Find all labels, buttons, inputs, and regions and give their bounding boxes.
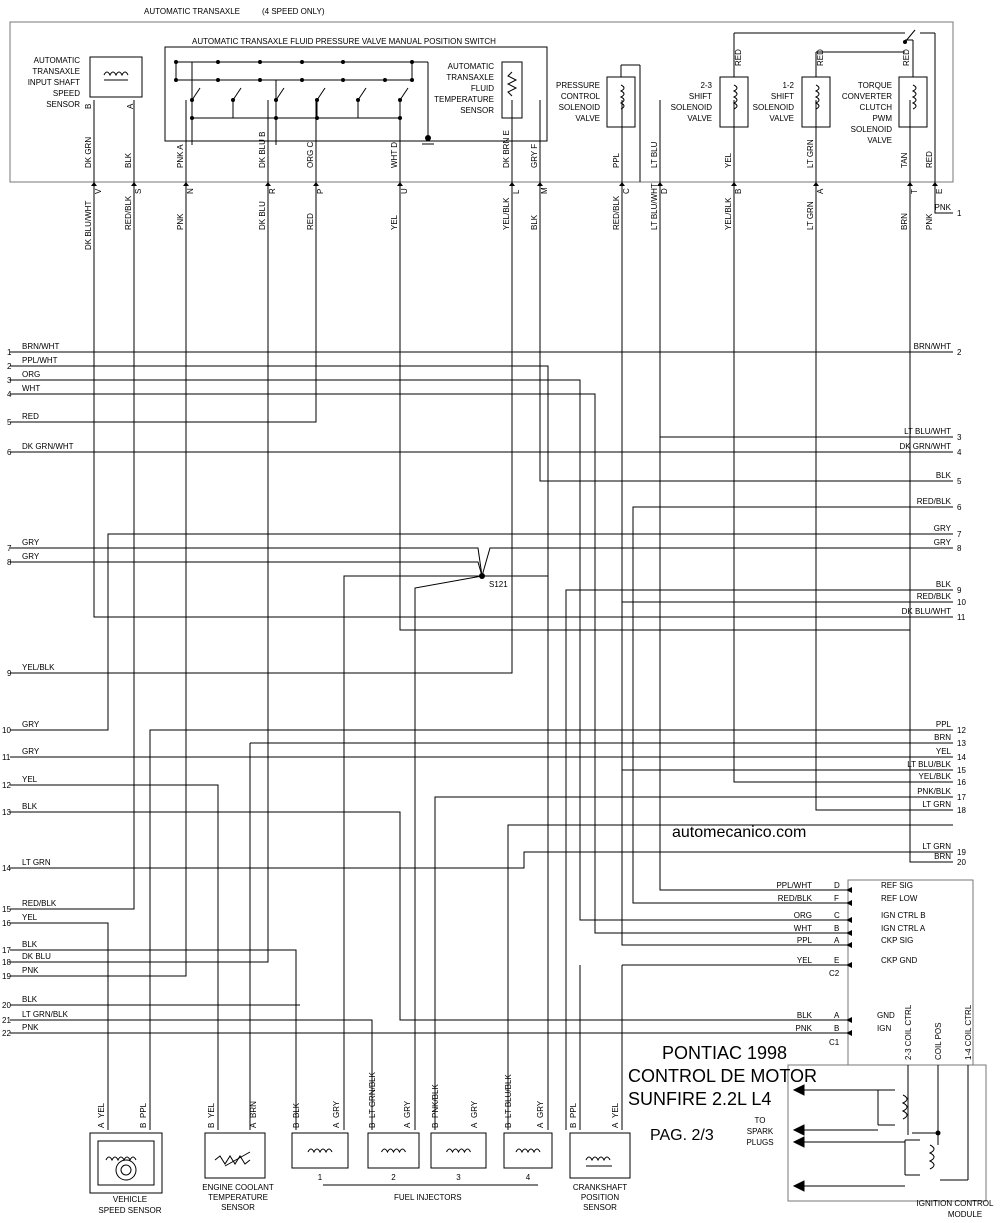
- module-pin-arrow: [846, 1017, 852, 1023]
- right-wire-label: RED/BLK: [916, 592, 951, 601]
- connector-c1: C1: [829, 1038, 840, 1047]
- left-wire-label: GRY: [22, 747, 40, 756]
- fuel-injector: [292, 1133, 348, 1168]
- module-pin-arrow: [846, 917, 852, 923]
- left-wire-number: 10: [2, 726, 11, 735]
- svg-text:PONTIAC 1998: PONTIAC 1998: [662, 1043, 788, 1063]
- left-wire-number: 19: [2, 972, 11, 981]
- module-pin-letter: B: [834, 924, 840, 933]
- splice-s121: [479, 573, 485, 579]
- right-wire-number: 2: [957, 348, 962, 357]
- left-wire-label: PPL/WHT: [22, 356, 58, 365]
- svg-text:PPL: PPL: [139, 1102, 148, 1118]
- left-wire-number: 16: [2, 919, 11, 928]
- module-pin-letter: B: [834, 1024, 840, 1033]
- svg-text:SHIFT: SHIFT: [688, 92, 712, 101]
- input-sensor-pin-b: B: [84, 103, 93, 109]
- right-wire-label: DK BLU/WHT: [901, 607, 951, 616]
- trans-pin-letter: M: [540, 187, 549, 194]
- left-wire-label: YEL/BLK: [22, 663, 55, 672]
- svg-text:VALVE: VALVE: [575, 114, 600, 123]
- left-wire-number: 3: [7, 376, 12, 385]
- module-wire-label: WHT: [793, 924, 812, 933]
- trans-bottom-wire-label: YEL: [390, 214, 399, 230]
- module-pin-letter: F: [834, 894, 839, 903]
- pressure-switch-dots: [174, 60, 431, 141]
- right-wire-label: LT GRN: [922, 842, 951, 851]
- diagram-title: AUTOMATIC TRANSAXLE: [144, 7, 241, 16]
- svg-text:A: A: [611, 1122, 620, 1128]
- svg-text:CLUTCH: CLUTCH: [859, 103, 892, 112]
- svg-text:TRANSAXLE: TRANSAXLE: [32, 67, 80, 76]
- module-pin-function: REF LOW: [881, 894, 918, 903]
- right-wire-number: 15: [957, 766, 966, 775]
- svg-text:INPUT SHAFT: INPUT SHAFT: [27, 78, 80, 87]
- svg-text:SOLENOID: SOLENOID: [850, 125, 892, 134]
- vss-pins: [97, 1102, 148, 1128]
- ckp-pins: [569, 1102, 620, 1128]
- svg-text:SHIFT: SHIFT: [770, 92, 794, 101]
- module-wire-label: PPL: [796, 936, 812, 945]
- module-pin-function: CKP GND: [881, 956, 918, 965]
- red-feed-tcc: RED: [902, 49, 911, 66]
- svg-text:TEMPERATURE: TEMPERATURE: [208, 1193, 268, 1202]
- trans-top-wire-label: RED: [925, 151, 934, 168]
- svg-text:POSITION: POSITION: [580, 1193, 620, 1202]
- trans-bottom-wire-label: PNK: [925, 213, 934, 230]
- injector-wire-b: BLK: [292, 1102, 301, 1118]
- tcc-pwm-solenoid: [899, 77, 927, 127]
- trans-bottom-wire-label: DK BLU: [258, 201, 267, 230]
- trans-pin-letter: N: [186, 188, 195, 194]
- vss-label: [98, 1195, 161, 1215]
- right-wire-number: 20: [957, 858, 966, 867]
- svg-text:SOLENOID: SOLENOID: [558, 103, 600, 112]
- svg-text:SOLENOID: SOLENOID: [752, 103, 794, 112]
- right-wire-number: 7: [957, 530, 962, 539]
- right-wire-label: BRN/WHT: [913, 342, 951, 351]
- svg-text:PLUGS: PLUGS: [746, 1138, 774, 1147]
- right-wire-label: BLK: [935, 580, 951, 589]
- left-wire-number: 17: [2, 946, 11, 955]
- injector-pin-a: A: [470, 1122, 479, 1128]
- svg-text:B: B: [207, 1122, 216, 1128]
- right-wire-label: YEL/BLK: [918, 772, 951, 781]
- trans-pin-letter: D: [660, 188, 669, 194]
- svg-text:VALVE: VALVE: [769, 114, 794, 123]
- trans-bottom-wire-label: BLK: [530, 214, 539, 230]
- svg-text:A: A: [249, 1122, 258, 1128]
- input-sensor-pin-a: A: [126, 103, 135, 109]
- svg-text:SOLENOID: SOLENOID: [670, 103, 712, 112]
- left-wire-label: PNK: [22, 1023, 39, 1032]
- right-wire-number: 14: [957, 753, 966, 762]
- module-wire-label: RED/BLK: [777, 894, 812, 903]
- left-wire-label: WHT: [22, 384, 41, 393]
- coil-pos: COIL POS: [934, 1022, 943, 1060]
- left-wire-label: DK GRN/WHT: [22, 442, 74, 451]
- svg-text:PWM: PWM: [872, 114, 892, 123]
- trans-bottom-wire-label: RED: [306, 213, 315, 230]
- right-wire-label: PPL: [935, 720, 951, 729]
- trans-bottom-wire-label: YEL/BLK: [724, 197, 733, 230]
- module-wire-label: ORG: [793, 911, 812, 920]
- trans-bottom-wire-label: YEL/BLK: [502, 197, 511, 230]
- ckp-sensor: [570, 1133, 630, 1178]
- right-wire-number: 9: [957, 586, 962, 595]
- svg-text:SPEED: SPEED: [52, 89, 80, 98]
- left-wire-number: 5: [7, 418, 12, 427]
- trans-pin-letter: T: [910, 189, 919, 194]
- trans-top-wire-label: YEL: [724, 152, 733, 168]
- left-wire-label: BLK: [22, 995, 38, 1004]
- right-wire-number: 16: [957, 778, 966, 787]
- right-wire-number: 12: [957, 726, 966, 735]
- trans-bottom-wire-label: LT BLU/WHT: [650, 183, 659, 230]
- left-wire-number: 1: [7, 348, 12, 357]
- trans-pin-letter: S: [134, 188, 143, 194]
- svg-text:IGNITION CONTROL: IGNITION CONTROL: [916, 1199, 994, 1208]
- svg-text:YEL: YEL: [207, 1102, 216, 1118]
- module-wire-label: YEL: [796, 956, 812, 965]
- left-wire-label: RED/BLK: [22, 899, 57, 908]
- left-wire-labels: [2, 342, 74, 1038]
- trans-pin-letter: C: [622, 188, 631, 194]
- injector-number: 3: [456, 1173, 461, 1182]
- red-feed-23: RED: [734, 49, 743, 66]
- svg-text:BRN: BRN: [249, 1101, 258, 1118]
- svg-text:SENSOR: SENSOR: [46, 100, 80, 109]
- input-sensor-coil-icon: [104, 72, 128, 75]
- svg-text:ENGINE COOLANT: ENGINE COOLANT: [202, 1183, 274, 1192]
- injector-wire-a: GRY: [470, 1100, 479, 1118]
- trans-top-wire-label: LT BLU: [650, 141, 659, 168]
- right-wire-number: 18: [957, 806, 966, 815]
- diagram-subtitle: (4 SPEED ONLY): [262, 7, 325, 16]
- module-pin-function: REF SIG: [881, 881, 914, 890]
- trans-top-wire-label: BLK: [124, 152, 133, 168]
- left-wire-number: 7: [7, 544, 12, 553]
- left-wire-number: 22: [2, 1029, 11, 1038]
- left-wire-number: 8: [7, 558, 12, 567]
- module-pin-function: IGN CTRL B: [881, 911, 926, 920]
- right-wire-number: 17: [957, 793, 966, 802]
- right-wire-number: 11: [957, 613, 966, 622]
- trans-top-wire-label: DK BRN E: [502, 130, 511, 168]
- svg-text:CONTROL DE MOTOR: CONTROL DE MOTOR: [628, 1066, 818, 1086]
- right-wire-number: 19: [957, 848, 966, 857]
- splice-label: S121: [489, 580, 508, 589]
- left-wire-number: 6: [7, 448, 12, 457]
- injector-pin-a: A: [403, 1122, 412, 1128]
- shift-12-label: [753, 81, 795, 123]
- injector-number: 2: [391, 1173, 396, 1182]
- fuel-injector: [368, 1133, 419, 1168]
- left-wire-number: 18: [2, 958, 11, 967]
- left-wire-label: YEL: [22, 913, 38, 922]
- trans-top-wire-label: LT GRN: [806, 139, 815, 168]
- injector-pin-b: B: [504, 1122, 513, 1128]
- injector-pin-b: B: [292, 1122, 301, 1128]
- right-wire-label: BRN: [934, 852, 951, 861]
- ignition-module-lower-box: [788, 1065, 986, 1201]
- injector-wire-a: GRY: [536, 1100, 545, 1118]
- ckp-label: [573, 1183, 627, 1212]
- to-spark-plugs-label: [746, 1116, 773, 1147]
- module-pin-arrow: [846, 1030, 852, 1036]
- trans-pin-letter: L: [512, 189, 521, 194]
- trans-bottom-wire-label: PNK: [176, 213, 185, 230]
- right-wire-number: 4: [957, 448, 962, 457]
- svg-text:SENSOR: SENSOR: [460, 106, 494, 115]
- coil-ctrl-23: 2-3 COIL CTRL: [904, 1004, 913, 1060]
- svg-text:TRANSAXLE: TRANSAXLE: [446, 73, 494, 82]
- trans-top-wire-label: WHT D: [390, 141, 399, 168]
- svg-text:VALVE: VALVE: [687, 114, 712, 123]
- trans-pin-letter: V: [94, 188, 103, 194]
- injector-coil-icon: [308, 1149, 332, 1152]
- ect-sensor: [205, 1133, 265, 1178]
- module-pin-function: CKP SIG: [881, 936, 914, 945]
- module-pin-letter: A: [834, 936, 840, 945]
- trans-top-wire-label: TAN: [900, 152, 909, 168]
- right-wire-number: 8: [957, 544, 962, 553]
- left-wire-label: ORG: [22, 370, 41, 379]
- pressure-switch-contacts: [176, 62, 428, 145]
- left-wire-number: 15: [2, 905, 11, 914]
- injector-coil-icon: [447, 1149, 471, 1152]
- right-wire-number: 1: [957, 209, 962, 218]
- left-wire-label: RED: [22, 412, 39, 421]
- injector-pin-a: A: [332, 1122, 341, 1128]
- right-wire-label: PNK: [934, 203, 951, 212]
- svg-text:AUTOMATIC: AUTOMATIC: [33, 56, 80, 65]
- svg-text:TORQUE: TORQUE: [857, 81, 892, 90]
- left-wire-number: 13: [2, 808, 11, 817]
- left-wire-number: 21: [2, 1016, 11, 1025]
- svg-text:B: B: [139, 1122, 148, 1128]
- injector-pin-b: B: [431, 1122, 440, 1128]
- right-wire-label: GRY: [933, 524, 951, 533]
- right-wire-label: LT BLU/WHT: [904, 427, 951, 436]
- right-wire-label: PNK/BLK: [917, 787, 951, 796]
- trans-bottom-wire-label: RED/BLK: [124, 195, 133, 230]
- injector-pin-b: B: [368, 1122, 377, 1128]
- fluid-temp-sensor-label: [434, 62, 494, 115]
- svg-text:TEMPERATURE: TEMPERATURE: [434, 95, 494, 104]
- right-wire-number: 6: [957, 503, 962, 512]
- module-wire-label: BLK: [796, 1011, 812, 1020]
- trans-bottom-wire-label: RED/BLK: [612, 195, 621, 230]
- left-wire-label: PNK: [22, 966, 39, 975]
- trans-top-wire-label: DK GRN: [84, 136, 93, 168]
- right-wire-label: RED/BLK: [916, 497, 951, 506]
- left-wire-label: LT GRN/BLK: [22, 1010, 68, 1019]
- trans-top-wire-label: DK BLU B: [258, 131, 267, 168]
- watermark: automecanico.com: [672, 824, 807, 841]
- pc-solenoid-label: [556, 81, 601, 123]
- injector-wire-b: PNK/BLK: [431, 1084, 440, 1118]
- left-wire-number: 9: [7, 669, 12, 678]
- svg-text:1-2: 1-2: [782, 81, 794, 90]
- input-speed-sensor: [90, 57, 142, 97]
- right-wire-labels: [899, 203, 966, 867]
- svg-text:SENSOR: SENSOR: [221, 1203, 255, 1212]
- red-feed-node: [903, 40, 907, 44]
- trans-top-wire-label: ORG C: [306, 141, 315, 168]
- svg-text:SPARK: SPARK: [746, 1127, 774, 1136]
- shift-23-label: [671, 81, 713, 123]
- ect-pins: [207, 1101, 258, 1128]
- right-wire-number: 5: [957, 477, 962, 486]
- module-pin-letter: E: [834, 956, 840, 965]
- thermistor-icon: [508, 72, 516, 96]
- left-wire-label: YEL: [22, 775, 38, 784]
- ect-label: [202, 1183, 274, 1212]
- trans-bottom-wire-label: DK BLU/WHT: [84, 200, 93, 250]
- pc-solenoid: [607, 77, 635, 127]
- svg-text:PRESSURE: PRESSURE: [555, 81, 600, 90]
- module-pin-function: IGN CTRL A: [881, 924, 926, 933]
- trans-pin-letter: R: [268, 188, 277, 194]
- left-wire-number: 12: [2, 781, 11, 790]
- svg-text:FLUID: FLUID: [470, 84, 494, 93]
- spark-plug-arrows: [794, 1085, 905, 1191]
- left-wire-number: 20: [2, 1001, 11, 1010]
- right-wire-number: 10: [957, 598, 966, 607]
- fuel-injector: [504, 1133, 552, 1168]
- svg-text:B: B: [569, 1122, 578, 1128]
- svg-text:MODULE: MODULE: [947, 1210, 983, 1219]
- tcc-coil-icon: [913, 85, 916, 109]
- trans-top-wire-label: GRY F: [530, 143, 539, 168]
- trans-top-wire-label: PNK A: [176, 144, 185, 168]
- right-wire-label: LT BLU/BLK: [907, 760, 951, 769]
- coil-junction: [936, 1131, 941, 1136]
- left-wire-number: 14: [2, 864, 11, 873]
- svg-text:AUTOMATIC: AUTOMATIC: [447, 62, 494, 71]
- right-wire-label: DK GRN/WHT: [899, 442, 951, 451]
- right-wire-label: LT GRN: [922, 800, 951, 809]
- svg-text:VEHICLE: VEHICLE: [112, 1195, 148, 1204]
- module-pin-function: GND: [877, 1011, 895, 1020]
- fuel-injectors-label: FUEL INJECTORS: [394, 1193, 462, 1202]
- module-pin-arrow: [846, 930, 852, 936]
- ignition-coils: [878, 1065, 968, 1180]
- trans-pin-letter: A: [816, 188, 825, 194]
- right-wire-label: BLK: [935, 471, 951, 480]
- tcc-solenoid-label: [842, 81, 892, 145]
- svg-text:PPL: PPL: [569, 1102, 578, 1118]
- trans-pin-letter: P: [316, 188, 325, 194]
- svg-text:SUNFIRE 2.2L L4: SUNFIRE 2.2L L4: [628, 1089, 772, 1109]
- trans-bottom-wire-label: LT GRN: [806, 201, 815, 230]
- ignition-module-label: [917, 1199, 994, 1219]
- module-wire-label: PPL/WHT: [776, 881, 812, 890]
- left-wire-label: BRN/WHT: [22, 342, 60, 351]
- right-wire-number: 3: [957, 433, 962, 442]
- module-pin-function: IGN: [877, 1024, 892, 1033]
- module-pin-arrow: [846, 942, 852, 948]
- injector-wire-b: LT BLU/BLK: [504, 1074, 513, 1118]
- input-speed-sensor-label: [28, 56, 81, 109]
- module-pin-letter: D: [834, 881, 840, 890]
- left-wire-label: GRY: [22, 552, 40, 561]
- trans-top-wire-label: PPL: [612, 152, 621, 168]
- svg-text:SPEED SENSOR: SPEED SENSOR: [98, 1206, 162, 1215]
- injector-pin-a: A: [536, 1122, 545, 1128]
- vertical-harness: [10, 182, 953, 862]
- module-wire-label: PNK: [795, 1024, 812, 1033]
- footer-title: [628, 1043, 817, 1109]
- module-pin-letter: A: [834, 1011, 840, 1020]
- left-wire-number: 2: [7, 362, 12, 371]
- svg-text:VALVE: VALVE: [867, 136, 892, 145]
- svg-text:CRANKSHAFT: CRANKSHAFT: [572, 1183, 628, 1192]
- trans-pin-letter: B: [734, 188, 743, 194]
- vehicle-speed-sensor: [90, 1133, 162, 1193]
- svg-text:TO: TO: [754, 1116, 766, 1125]
- right-wire-label: YEL: [935, 747, 951, 756]
- module-pin-arrow: [846, 900, 852, 906]
- fuel-injectors: [292, 1071, 552, 1182]
- svg-text:YEL: YEL: [611, 1102, 620, 1118]
- right-wire-number: 13: [957, 739, 966, 748]
- injector-coil-icon: [382, 1149, 406, 1152]
- page-label: PAG. 2/3: [650, 1127, 714, 1144]
- svg-text:SENSOR: SENSOR: [583, 1203, 617, 1212]
- switch-title: AUTOMATIC TRANSAXLE FLUID PRESSURE VALVE MANUAL POSITION SWITCH: [192, 37, 496, 46]
- injector-wire-a: GRY: [332, 1100, 341, 1118]
- right-wire-label: BRN: [934, 733, 951, 742]
- fuel-injector: [431, 1133, 486, 1168]
- svg-text:CONTROL: CONTROL: [560, 92, 600, 101]
- left-wire-label: GRY: [22, 538, 40, 547]
- injector-number: 1: [317, 1173, 323, 1182]
- coil-ctrl-14: 1-4 COIL CTRL: [964, 1004, 973, 1060]
- left-wire-label: BLK: [22, 940, 38, 949]
- module-pin-letter: C: [834, 911, 840, 920]
- transaxle-connector-pins: [84, 130, 944, 250]
- left-wire-label: GRY: [22, 720, 40, 729]
- injector-wire-b: LT GRN/BLK: [368, 1072, 377, 1118]
- svg-text:YEL: YEL: [97, 1102, 106, 1118]
- svg-text:2-3: 2-3: [700, 81, 712, 90]
- left-wire-number: 4: [7, 390, 12, 399]
- svg-text:CONVERTER: CONVERTER: [841, 92, 892, 101]
- injector-number: 4: [525, 1173, 531, 1182]
- injector-wire-a: GRY: [403, 1100, 412, 1118]
- injector-coil-icon: [516, 1149, 540, 1152]
- left-wire-label: DK BLU: [22, 952, 51, 961]
- module-pin-arrow: [846, 887, 852, 893]
- trans-pin-letter: U: [400, 188, 409, 194]
- red-feed-12: RED: [816, 49, 825, 66]
- right-wire-label: GRY: [933, 538, 951, 547]
- svg-text:A: A: [97, 1122, 106, 1128]
- trans-pin-letter: E: [935, 188, 944, 194]
- left-wire-number: 11: [2, 753, 11, 762]
- trans-bottom-wire-label: BRN: [900, 213, 909, 230]
- module-pin-arrow: [846, 962, 852, 968]
- connector-c2: C2: [829, 969, 840, 978]
- left-wire-label: LT GRN: [22, 858, 51, 867]
- left-wire-label: BLK: [22, 802, 38, 811]
